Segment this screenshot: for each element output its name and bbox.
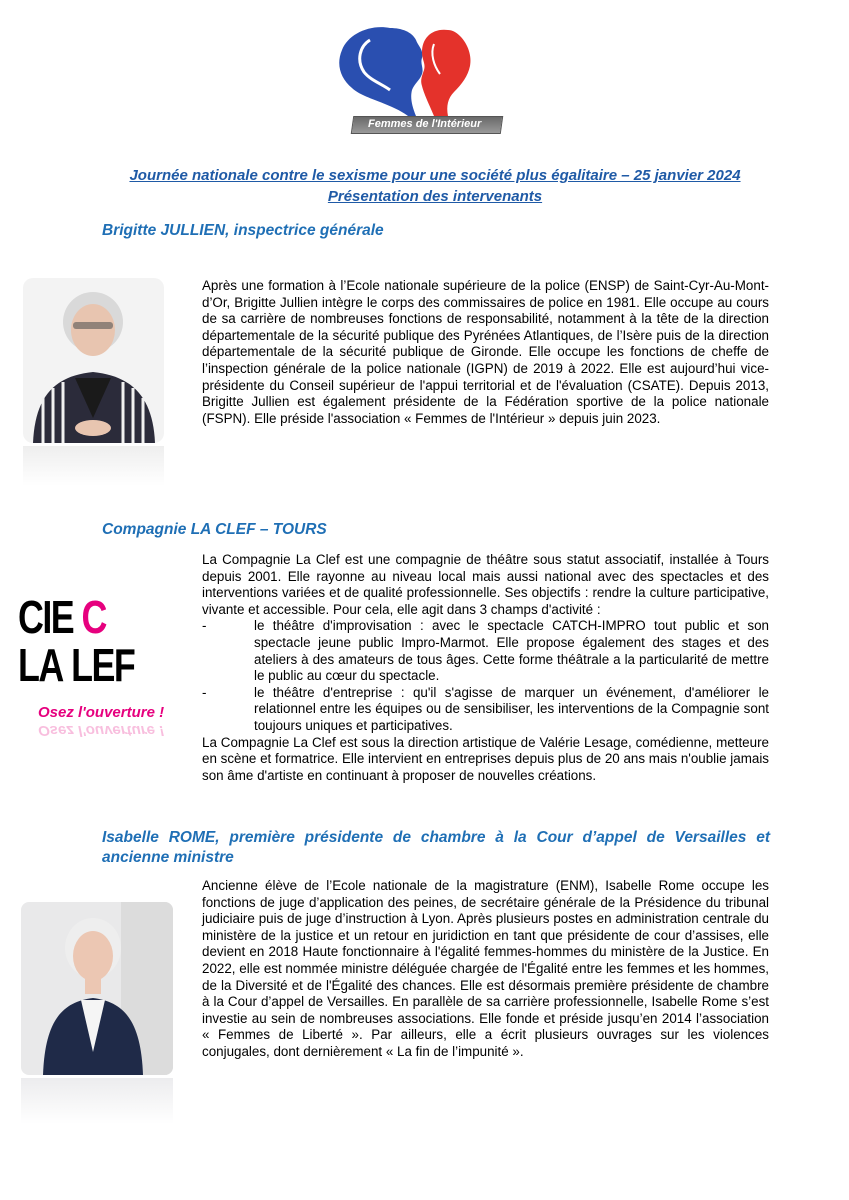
list-item bbox=[202, 685, 769, 735]
speaker-heading-rome: Isabelle ROME, première présidente de chambre à la Cour d’appel de Versailles et ancienne ministre bbox=[102, 829, 770, 866]
bullet-marker: - bbox=[202, 618, 207, 634]
speaker-heading-la-clef: Compagnie LA CLEF – TOURS bbox=[102, 521, 327, 538]
event-subtitle: Présentation des intervenants bbox=[327, 188, 543, 205]
intro-text: La Compagnie La Clef est une compagnie de théâtre sous statut associatif, installée à Tours depuis 2001. Elle rayonne au niveau local mais aussi national avec des spectacles et des interventions variées et de qualité professionnelle. Ses objectifs : rendre la culture participative, vivante et accessible. Pour cela, elle agit dans 3 champs d'activité : bbox=[202, 552, 769, 617]
bio-text: Ancienne élève de l’Ecole nationale de la magistrature (ENM), Isabelle Rome occupe les fonctions de juge d’application des peines, de secrétaire générale de la Présidence du tribunal judiciaire puis de juge d’instruction à Lyon. Après plusieurs postes en administration centrale du ministère de la justice et un retour en juridiction en tant que présidente de cour d’assises, elle devient en 2018 Haute fonctionnaire à l'égalité femmes-hommes du ministère de la Justice. En 2022, elle est nommée ministre déléguée chargée de l'Égalité entre les femmes et les hommes, de la Diversité et de l'Égalité des chances. Elle est désormais première présidente de chambre à la Cour d’appel de Versailles. En parallèle de sa carrière professionnelle, Isabelle Rome s’est investie au sein de nombreuses associations. Elle fonde et préside jusqu’en 2014 l’association « Femmes de Liberté ». Par ailleurs, elle a écrit plusieurs ouvrages sur les violences conjugales, dont dernièrement « La fin de l’impunité ». bbox=[202, 878, 769, 1059]
logo-slogan-reflection: Osez l'ouverture ! bbox=[38, 722, 165, 739]
bio-la-clef bbox=[202, 552, 769, 784]
bio-text: Après une formation à l’Ecole nationale supérieure de la police (ENSP) de Saint-Cyr-Au-Mont-d’Or, Brigitte Jullien intègre le corps des commissaires de police en 1981. Elle occupe au cours de sa carrière de nombreuses fonctions de responsabilité, notamment à la tête de la direction départementale de la sécurité publique des Pyrénées Atlantiques, de l’Isère puis de la direction départementale de la sécurité publique de Gironde. Elle occupe les fonctions de cheffe de l’inspection générale de la police nationale (IGPN) de 2019 à 2022. Elle est aujourd’hui vice-présidente du Conseil supérieur de l'appui territorial et de l'évaluation (CSATE). Depuis 2013, Brigitte Jullien est également présidente de la Fédération sportive de la police nationale (FSPN). Elle préside l'association « Femmes de l'Intérieur » depuis juin 2023. bbox=[202, 278, 769, 426]
logo-c-letter: C bbox=[81, 591, 106, 643]
femmes-interieur-logo bbox=[330, 20, 505, 138]
bullet-text: le théâtre d'improvisation : avec le spectacle CATCH-IMPRO tout public et son spectacle jeune public Impro-Marmot. Elle propose également des stages et des ateliers à des amateurs de tous âges. Cette forme théâtrale a la particularité de mettre le public au cœur du spectacle. bbox=[254, 618, 769, 684]
photo-brigitte-jullien bbox=[23, 278, 164, 443]
list-item bbox=[202, 618, 769, 684]
logo-slogan: Osez l'ouverture ! bbox=[38, 704, 165, 721]
bullet-marker: - bbox=[202, 684, 207, 700]
photo-isabelle-rome bbox=[21, 902, 173, 1075]
bio-isabelle-rome bbox=[202, 878, 769, 1061]
bullet-text: le théâtre d'entreprise : qu'il s'agisse de marquer un événement, d'améliorer le relationnel entre les équipes ou de sensibiliser, les interventions de la Compagnie sont toujours uniques et participatives. bbox=[254, 684, 769, 733]
outro-text: La Compagnie La Clef est sous la direction artistique de Valérie Lesage, comédienne, metteure en scène et formatrice. Elle intervient en entreprises depuis plus de 20 ans mais n'oublie jamais son âme d'artiste en continuant à proposer de nouvelles créations. bbox=[202, 734, 769, 783]
page-title bbox=[90, 165, 780, 207]
logo-profiles-icon bbox=[330, 20, 505, 120]
logo-la-text: LA bbox=[18, 639, 63, 691]
bio-brigitte-jullien bbox=[202, 278, 769, 427]
event-title: Journée nationale contre le sexisme pour une société plus égalitaire – 25 janvier 2024 bbox=[129, 167, 741, 184]
logo-cie-text: CIE bbox=[18, 591, 74, 643]
logo-label: Femmes de l'Intérieur bbox=[368, 118, 482, 130]
photo-reflection bbox=[23, 446, 164, 486]
logo-lef-text: LEF bbox=[71, 639, 135, 691]
photo-reflection bbox=[21, 1078, 173, 1124]
speaker-heading-jullien: Brigitte JULLIEN, inspectrice générale bbox=[102, 222, 384, 239]
logo-compagnie-la-clef bbox=[16, 590, 165, 740]
